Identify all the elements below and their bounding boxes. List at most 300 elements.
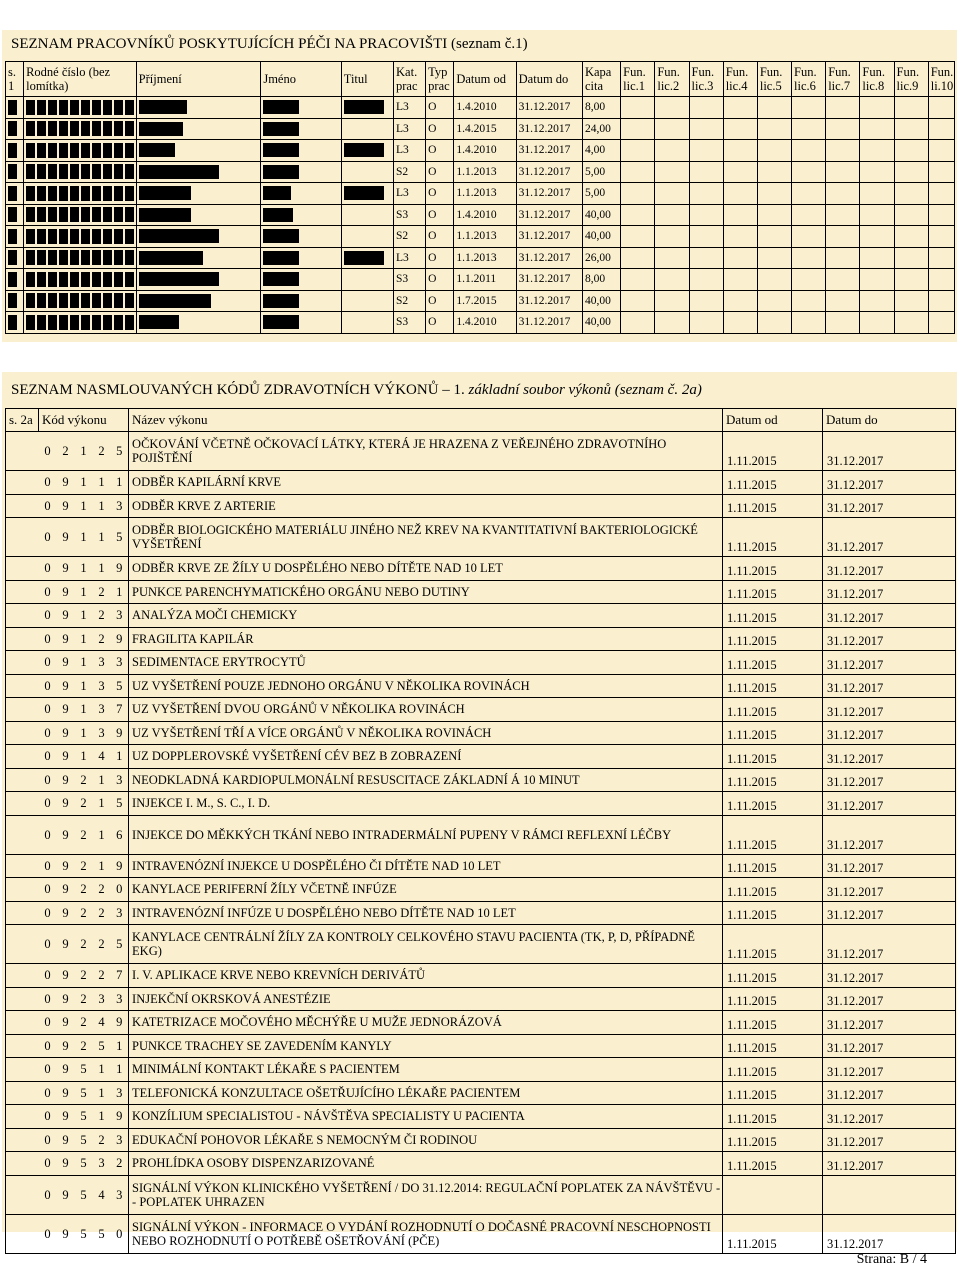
row-number-redacted bbox=[6, 290, 24, 312]
row-number-redacted bbox=[6, 269, 24, 291]
redaction-mark bbox=[8, 143, 17, 158]
code-digit: 0 bbox=[39, 1081, 57, 1105]
code-digit: 9 bbox=[111, 627, 129, 651]
worker-kap: 4,00 bbox=[582, 140, 620, 162]
procedure-date-from: 1.11.2015 bbox=[723, 987, 823, 1011]
procedure-s-cell bbox=[6, 925, 39, 964]
redaction-mark bbox=[114, 121, 123, 136]
worker-do: 31.12.2017 bbox=[516, 312, 582, 334]
code-digit: 9 bbox=[57, 878, 75, 902]
code-digit: 3 bbox=[111, 604, 129, 628]
procedure-date-to: 31.12.2017 bbox=[823, 627, 956, 651]
procedure-list-panel bbox=[2, 372, 957, 1251]
code-digit: 0 bbox=[39, 557, 57, 581]
worker-kat: S3 bbox=[394, 204, 426, 226]
code-digit: 9 bbox=[57, 1175, 75, 1214]
redaction-mark bbox=[81, 186, 90, 201]
worker-typ: O bbox=[426, 118, 454, 140]
code-digit: 0 bbox=[39, 432, 57, 471]
function-license-cell bbox=[792, 183, 826, 205]
code-digit: 1 bbox=[111, 580, 129, 604]
title-redacted bbox=[341, 290, 393, 312]
redaction-mark bbox=[26, 207, 35, 222]
code-digit: 2 bbox=[75, 964, 93, 988]
procedure-s-cell bbox=[6, 1128, 39, 1152]
procedure-s-cell bbox=[6, 674, 39, 698]
code-digit: 9 bbox=[111, 854, 129, 878]
surname-redacted bbox=[136, 247, 261, 269]
worker-kat: L3 bbox=[394, 97, 426, 119]
worker-do: 31.12.2017 bbox=[516, 226, 582, 248]
procedure-name: TELEFONICKÁ KONZULTACE OŠETŘUJÍCÍHO LÉKAŘE PACIENTEM bbox=[129, 1081, 723, 1105]
code-digit: 2 bbox=[93, 432, 111, 471]
function-license-cell bbox=[621, 204, 655, 226]
procedure-name: OČKOVÁNÍ VČETNĚ OČKOVACÍ LÁTKY, KTERÁ JE HRAZENA Z VEŘEJNÉHO ZDRAVOTNÍHO POJIŠTĚNÍ bbox=[129, 432, 723, 471]
procedure-date-from: 1.11.2015 bbox=[723, 1011, 823, 1035]
redaction-mark bbox=[8, 293, 17, 308]
redaction-mark bbox=[70, 315, 79, 330]
procedure-title-italic: základní soubor výkonů (seznam č. 2a) bbox=[468, 382, 702, 398]
code-digit: 2 bbox=[75, 901, 93, 925]
function-license-cell bbox=[826, 204, 860, 226]
procedure-name: ODBĚR BIOLOGICKÉHO MATERIÁLU JINÉHO NEŽ KREV NA KVANTITATIVNÍ BAKTERIOLOGICKÉ VYŠETŘENÍ bbox=[129, 518, 723, 557]
code-digit: 0 bbox=[39, 604, 57, 628]
function-license-cell bbox=[928, 140, 954, 162]
redaction-mark bbox=[48, 293, 57, 308]
function-license-cell bbox=[826, 290, 860, 312]
code-digit: 1 bbox=[93, 1105, 111, 1129]
function-license-cell bbox=[757, 247, 791, 269]
redaction-mark bbox=[81, 250, 90, 265]
redaction-mark bbox=[59, 250, 68, 265]
procedure-s-cell bbox=[6, 698, 39, 722]
procedure-date-to: 31.12.2017 bbox=[823, 901, 956, 925]
code-digit: 2 bbox=[93, 580, 111, 604]
procedure-date-to: 31.12.2017 bbox=[823, 964, 956, 988]
code-digit: 5 bbox=[75, 1152, 93, 1176]
function-license-cell bbox=[757, 226, 791, 248]
redaction-mark bbox=[114, 315, 123, 330]
code-digit: 2 bbox=[93, 627, 111, 651]
redaction-mark bbox=[48, 315, 57, 330]
redaction-mark bbox=[103, 229, 112, 244]
procedure-name: FRAGILITA KAPILÁR bbox=[129, 627, 723, 651]
function-license-cell bbox=[826, 161, 860, 183]
code-digit: 9 bbox=[111, 1011, 129, 1035]
function-license-cell bbox=[723, 312, 757, 334]
procedure-date-to: 31.12.2017 bbox=[823, 698, 956, 722]
procedure-date-to: 31.12.2017 bbox=[823, 792, 956, 816]
function-license-cell bbox=[928, 247, 954, 269]
redaction-mark bbox=[125, 272, 134, 287]
function-license-cell bbox=[860, 247, 894, 269]
code-digit: 1 bbox=[75, 698, 93, 722]
code-digit: 1 bbox=[93, 518, 111, 557]
procedure-date-from: 1.11.2015 bbox=[723, 557, 823, 581]
title-redacted bbox=[341, 183, 393, 205]
redaction-mark bbox=[81, 272, 90, 287]
function-license-cell bbox=[860, 161, 894, 183]
birth-number-redacted bbox=[24, 226, 137, 248]
function-license-cell bbox=[792, 247, 826, 269]
redaction-mark bbox=[92, 315, 101, 330]
worker-do: 31.12.2017 bbox=[516, 204, 582, 226]
redaction-mark bbox=[70, 250, 79, 265]
function-license-cell bbox=[621, 118, 655, 140]
redaction-mark bbox=[70, 207, 79, 222]
redaction-mark bbox=[103, 315, 112, 330]
code-digit: 0 bbox=[39, 721, 57, 745]
code-digit: 9 bbox=[57, 854, 75, 878]
function-license-cell bbox=[689, 161, 723, 183]
worker-kat: L3 bbox=[394, 140, 426, 162]
procedure-s-cell bbox=[6, 651, 39, 675]
worker-typ: O bbox=[426, 161, 454, 183]
procedure-row bbox=[6, 1058, 956, 1082]
redaction-mark bbox=[263, 165, 299, 179]
worker-typ: O bbox=[426, 247, 454, 269]
redaction-mark bbox=[103, 143, 112, 158]
procedure-name: UZ DOPPLEROVSKÉ VYŠETŘENÍ CÉV BEZ B ZOBRAZENÍ bbox=[129, 745, 723, 769]
function-license-cell bbox=[826, 226, 860, 248]
procedure-name: INJEKČNÍ OKRSKOVÁ ANESTÉZIE bbox=[129, 987, 723, 1011]
code-digit: 3 bbox=[111, 494, 129, 518]
code-digit: 1 bbox=[93, 1058, 111, 1082]
function-license-cell bbox=[792, 290, 826, 312]
procedure-name: PUNKCE TRACHEY SE ZAVEDENÍM KANYLY bbox=[129, 1034, 723, 1058]
function-license-cell bbox=[621, 97, 655, 119]
code-digit: 2 bbox=[93, 878, 111, 902]
function-license-cell bbox=[894, 290, 928, 312]
code-digit: 4 bbox=[93, 1011, 111, 1035]
redaction-mark bbox=[81, 315, 90, 330]
redaction-mark bbox=[139, 294, 211, 308]
procedure-s-cell bbox=[6, 1214, 39, 1253]
code-digit: 0 bbox=[39, 674, 57, 698]
procedure-s-cell bbox=[6, 604, 39, 628]
code-digit: 4 bbox=[93, 745, 111, 769]
redaction-mark bbox=[59, 207, 68, 222]
birth-number-redacted bbox=[24, 269, 137, 291]
procedure-table-header bbox=[6, 409, 956, 432]
worker-do: 31.12.2017 bbox=[516, 183, 582, 205]
code-digit: 2 bbox=[75, 987, 93, 1011]
procedure-row bbox=[6, 432, 956, 471]
function-license-cell bbox=[894, 161, 928, 183]
code-digit: 3 bbox=[111, 651, 129, 675]
redaction-mark bbox=[37, 164, 46, 179]
code-digit: 1 bbox=[75, 745, 93, 769]
code-digit: 1 bbox=[93, 494, 111, 518]
function-license-cell bbox=[757, 118, 791, 140]
worker-row bbox=[6, 97, 955, 119]
title-redacted bbox=[341, 226, 393, 248]
code-digit: 2 bbox=[75, 854, 93, 878]
procedure-date-from: 1.11.2015 bbox=[723, 925, 823, 964]
procedure-date-from: 1.11.2015 bbox=[723, 792, 823, 816]
procedure-name: SEDIMENTACE ERYTROCYTŮ bbox=[129, 651, 723, 675]
birth-number-redacted bbox=[24, 290, 137, 312]
worker-header-cell: Fun. lic.6 bbox=[792, 62, 826, 97]
worker-kap: 40,00 bbox=[582, 290, 620, 312]
redaction-mark bbox=[92, 186, 101, 201]
row-number-redacted bbox=[6, 140, 24, 162]
worker-header-cell: Datum od bbox=[454, 62, 516, 97]
redaction-mark bbox=[8, 186, 17, 201]
function-license-cell bbox=[655, 161, 689, 183]
code-digit: 1 bbox=[93, 1081, 111, 1105]
function-license-cell bbox=[928, 269, 954, 291]
worker-header-cell: s. 1 bbox=[6, 62, 24, 97]
procedure-date-from: 1.11.2015 bbox=[723, 1058, 823, 1082]
redaction-mark bbox=[8, 207, 17, 222]
redaction-mark bbox=[37, 272, 46, 287]
procedure-s-cell bbox=[6, 1034, 39, 1058]
birth-number-redacted bbox=[24, 247, 137, 269]
function-license-cell bbox=[655, 97, 689, 119]
code-digit: 0 bbox=[39, 815, 57, 854]
worker-kat: S2 bbox=[394, 290, 426, 312]
code-digit: 0 bbox=[39, 1175, 57, 1214]
function-license-cell bbox=[723, 204, 757, 226]
worker-od: 1.4.2010 bbox=[454, 140, 516, 162]
function-license-cell bbox=[928, 97, 954, 119]
procedure-date-to: 31.12.2017 bbox=[823, 1058, 956, 1082]
function-license-cell bbox=[860, 290, 894, 312]
procedure-date-to: 31.12.2017 bbox=[823, 604, 956, 628]
worker-typ: O bbox=[426, 140, 454, 162]
function-license-cell bbox=[723, 140, 757, 162]
procedure-name: PROHLÍDKA OSOBY DISPENZARIZOVANÉ bbox=[129, 1152, 723, 1176]
redaction-mark bbox=[114, 164, 123, 179]
procedure-s-cell bbox=[6, 1152, 39, 1176]
function-license-cell bbox=[655, 226, 689, 248]
procedure-name: INJEKCE I. M., S. C., I. D. bbox=[129, 792, 723, 816]
worker-header-cell: Rodné číslo (bez lomítka) bbox=[24, 62, 137, 97]
function-license-cell bbox=[860, 312, 894, 334]
procedure-date-from: 1.11.2015 bbox=[723, 698, 823, 722]
code-digit: 3 bbox=[111, 901, 129, 925]
procedure-date-to: 31.12.2017 bbox=[823, 494, 956, 518]
procedure-name: NEODKLADNÁ KARDIOPULMONÁLNÍ RESUSCITACE ZÁKLADNÍ Á 10 MINUT bbox=[129, 768, 723, 792]
procedure-date-from: 1.11.2015 bbox=[723, 745, 823, 769]
worker-row bbox=[6, 161, 955, 183]
code-digit: 0 bbox=[39, 651, 57, 675]
redaction-mark bbox=[48, 229, 57, 244]
procedure-name: MINIMÁLNÍ KONTAKT LÉKAŘE S PACIENTEM bbox=[129, 1058, 723, 1082]
redaction-mark bbox=[125, 186, 134, 201]
code-digit: 9 bbox=[57, 721, 75, 745]
redaction-mark bbox=[263, 100, 299, 114]
header-date-to: Datum do bbox=[823, 409, 956, 432]
code-digit: 9 bbox=[57, 1011, 75, 1035]
redaction-mark bbox=[125, 207, 134, 222]
redaction-mark bbox=[81, 229, 90, 244]
worker-row bbox=[6, 118, 955, 140]
code-digit: 0 bbox=[39, 1214, 57, 1253]
row-number-redacted bbox=[6, 204, 24, 226]
redaction-mark bbox=[37, 121, 46, 136]
procedure-s-cell bbox=[6, 768, 39, 792]
function-license-cell bbox=[757, 204, 791, 226]
code-digit: 5 bbox=[75, 1058, 93, 1082]
procedure-row bbox=[6, 768, 956, 792]
function-license-cell bbox=[792, 312, 826, 334]
procedure-s-cell bbox=[6, 518, 39, 557]
code-digit: 0 bbox=[39, 925, 57, 964]
birth-number-redacted bbox=[24, 312, 137, 334]
code-digit: 2 bbox=[75, 792, 93, 816]
header-code: Kód výkonu bbox=[39, 409, 129, 432]
redaction-mark bbox=[114, 100, 123, 115]
redaction-mark bbox=[114, 250, 123, 265]
function-license-cell bbox=[723, 183, 757, 205]
worker-header-cell: Datum do bbox=[516, 62, 582, 97]
redaction-mark bbox=[114, 293, 123, 308]
worker-od: 1.1.2013 bbox=[454, 247, 516, 269]
redaction-mark bbox=[139, 251, 203, 265]
procedure-date-to: 31.12.2017 bbox=[823, 1011, 956, 1035]
code-digit: 2 bbox=[75, 1011, 93, 1035]
birth-number-redacted bbox=[24, 161, 137, 183]
procedure-date-to: 31.12.2017 bbox=[823, 432, 956, 471]
header-date-from: Datum od bbox=[723, 409, 823, 432]
procedure-row bbox=[6, 494, 956, 518]
surname-redacted bbox=[136, 118, 261, 140]
surname-redacted bbox=[136, 183, 261, 205]
procedure-s-cell bbox=[6, 627, 39, 651]
procedure-date-from: 1.11.2015 bbox=[723, 878, 823, 902]
function-license-cell bbox=[860, 269, 894, 291]
header-s: s. 2a bbox=[6, 409, 39, 432]
worker-typ: O bbox=[426, 312, 454, 334]
worker-do: 31.12.2017 bbox=[516, 140, 582, 162]
procedure-date-from bbox=[723, 1175, 823, 1214]
worker-od: 1.1.2011 bbox=[454, 269, 516, 291]
procedure-row bbox=[6, 878, 956, 902]
code-digit: 9 bbox=[57, 1105, 75, 1129]
redaction-mark bbox=[59, 164, 68, 179]
worker-header-cell: Fun. lic.7 bbox=[826, 62, 860, 97]
code-digit: 0 bbox=[39, 698, 57, 722]
worker-row bbox=[6, 140, 955, 162]
redaction-mark bbox=[139, 315, 179, 329]
redaction-mark bbox=[37, 315, 46, 330]
procedure-row bbox=[6, 1081, 956, 1105]
function-license-cell bbox=[792, 269, 826, 291]
procedure-date-to: 31.12.2017 bbox=[823, 745, 956, 769]
redaction-mark bbox=[125, 315, 134, 330]
function-license-cell bbox=[757, 269, 791, 291]
procedure-date-to: 31.12.2017 bbox=[823, 651, 956, 675]
code-digit: 7 bbox=[111, 698, 129, 722]
function-license-cell bbox=[689, 247, 723, 269]
worker-od: 1.1.2013 bbox=[454, 161, 516, 183]
function-license-cell bbox=[689, 140, 723, 162]
procedure-row bbox=[6, 604, 956, 628]
code-digit: 9 bbox=[57, 494, 75, 518]
worker-kap: 40,00 bbox=[582, 226, 620, 248]
function-license-cell bbox=[928, 290, 954, 312]
redaction-mark bbox=[59, 315, 68, 330]
worker-row bbox=[6, 312, 955, 334]
procedure-table bbox=[5, 408, 956, 1254]
procedure-row bbox=[6, 901, 956, 925]
procedure-date-to: 31.12.2017 bbox=[823, 1214, 956, 1253]
procedure-s-cell bbox=[6, 471, 39, 495]
worker-kat: L3 bbox=[394, 118, 426, 140]
procedure-row bbox=[6, 557, 956, 581]
code-digit: 5 bbox=[111, 925, 129, 964]
redaction-mark bbox=[103, 164, 112, 179]
procedure-name: KATETRIZACE MOČOVÉHO MĚCHÝŘE U MUŽE JEDNORÁZOVÁ bbox=[129, 1011, 723, 1035]
procedure-date-to: 31.12.2017 bbox=[823, 1105, 956, 1129]
function-license-cell bbox=[621, 269, 655, 291]
function-license-cell bbox=[723, 290, 757, 312]
redaction-mark bbox=[8, 121, 17, 136]
procedure-row bbox=[6, 1105, 956, 1129]
procedure-s-cell bbox=[6, 815, 39, 854]
procedure-name: UZ VYŠETŘENÍ TŘÍ A VÍCE ORGÁNŮ V NĚKOLIKA ROVINÁCH bbox=[129, 721, 723, 745]
redaction-mark bbox=[103, 186, 112, 201]
redaction-mark bbox=[103, 293, 112, 308]
code-digit: 9 bbox=[57, 1214, 75, 1253]
function-license-cell bbox=[928, 312, 954, 334]
redaction-mark bbox=[70, 121, 79, 136]
redaction-mark bbox=[92, 272, 101, 287]
code-digit: 0 bbox=[111, 1214, 129, 1253]
code-digit: 9 bbox=[57, 580, 75, 604]
function-license-cell bbox=[723, 226, 757, 248]
surname-redacted bbox=[136, 204, 261, 226]
code-digit: 5 bbox=[75, 1081, 93, 1105]
code-digit: 2 bbox=[93, 925, 111, 964]
function-license-cell bbox=[689, 204, 723, 226]
function-license-cell bbox=[757, 312, 791, 334]
function-license-cell bbox=[928, 204, 954, 226]
worker-do: 31.12.2017 bbox=[516, 118, 582, 140]
function-license-cell bbox=[826, 183, 860, 205]
procedure-row bbox=[6, 721, 956, 745]
procedure-row bbox=[6, 745, 956, 769]
title-redacted bbox=[341, 118, 393, 140]
code-digit: 5 bbox=[75, 1175, 93, 1214]
first-name-redacted bbox=[261, 140, 341, 162]
code-digit: 5 bbox=[75, 1128, 93, 1152]
procedure-date-from: 1.11.2015 bbox=[723, 721, 823, 745]
procedure-name: ODBĚR KRVE Z ARTERIE bbox=[129, 494, 723, 518]
procedure-s-cell bbox=[6, 1175, 39, 1214]
procedure-name: ODBĚR KRVE ZE ŽÍLY U DOSPĚLÉHO NEBO DÍTĚTE NAD 10 LET bbox=[129, 557, 723, 581]
code-digit: 1 bbox=[93, 815, 111, 854]
first-name-redacted bbox=[261, 161, 341, 183]
function-license-cell bbox=[894, 118, 928, 140]
redaction-mark bbox=[125, 229, 134, 244]
code-digit: 2 bbox=[93, 964, 111, 988]
procedure-s-cell bbox=[6, 987, 39, 1011]
procedure-date-to: 31.12.2017 bbox=[823, 1081, 956, 1105]
function-license-cell bbox=[894, 247, 928, 269]
code-digit: 1 bbox=[93, 557, 111, 581]
worker-row bbox=[6, 226, 955, 248]
code-digit: 9 bbox=[57, 901, 75, 925]
code-digit: 1 bbox=[93, 768, 111, 792]
first-name-redacted bbox=[261, 312, 341, 334]
procedure-name: INTRAVENÓZNÍ INJEKCE U DOSPĚLÉHO ČI DÍTĚTE NAD 10 LET bbox=[129, 854, 723, 878]
redaction-mark bbox=[70, 100, 79, 115]
redaction-mark bbox=[26, 143, 35, 158]
procedure-date-to: 31.12.2017 bbox=[823, 471, 956, 495]
